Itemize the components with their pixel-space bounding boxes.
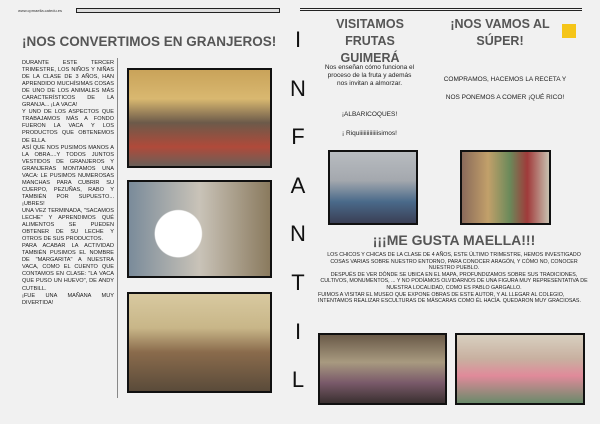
paragraph: PARA ACABAR LA ACTIVIDAD TAMBIÉN PUSIMOS EL NOMBRE DE "MARGARITA" A NUESTRA VACA, COMO EL CUENTO QUE CONTAMOS EN CLASE: "LA VACA QUE PUSO UN HUEVO", DE ANDY CUTBILL. [22,243,114,292]
photo-classroom [127,292,272,393]
fruta-albaricoques: ¡ALBARICOQUES! [341,111,398,118]
paragraph: ¡FUE UNA MAÑANA MUY DIVERTIDA! [22,292,114,306]
letter: N [290,221,306,247]
letter: T [291,269,305,295]
letter: I [294,318,302,344]
super-line2: NOS PONEMOS A COMER ¡QUÉ RICO! [445,94,565,101]
header-bar [76,8,280,13]
paragraph: UNA VEZ TERMINADA, "SACAMOS LECHE" Y APRENDIMOS QUÉ ALIMENTOS SE PUEDEN OBTENER DE SU LECHE Y OTROS DE SUS PRODUCTOS. [22,207,114,243]
header-rule [300,8,582,11]
fruta-title: VISITAMOS FRUTAS GUIMERÁ [336,17,404,65]
infantil-vertical-title [286,16,310,405]
paragraph: ASÍ QUE NOS PUSIMOS MANOS A LA OBRA....Y TODOS JUNTOS VESTIDOS DE GRANJEROS Y GRANJERAS MONTAMOS UNA VACA: LE PUSIMOS NUMEROSAS MANCHAS PARA CUBRIR SU CUERPO, PEZUÑAS, RABO Y TAMBIÉN POR SUPUESTO... ¡UBRES! [22,144,114,207]
letter: N [290,75,306,101]
photo-cow-model [127,180,272,278]
paragraph: FUIMOS A VISITAR EL MUSEO QUE EXPONE OBRAS DE ESTE AUTOR, Y AL LLEGAR AL COLEGIO, INTENTAMOS REALIZAR ESCULTURAS DE MÁSCARAS COMO ÉL HACÍA. QUEDARON MUY GRACIOSAS. [318,291,581,305]
super-line1: COMPRAMOS, HACEMOS LA RECETA Y [443,76,567,83]
paragraph: DURANTE ESTE TERCER TRIMESTRE, LOS NIÑOS Y NIÑAS DE LA CLASE DE 3 AÑOS, HAN APRENDIDO MUCHÍSIMAS COSAS DE UNO DE LOS ANIMALES MÁS CARACTERÍSTICOS DE LA GRANJA... ¡LA VACA! [22,60,114,109]
paragraph: Y UNO DE LOS ASPECTOS QUE TRABAJAMOS MÁS A FONDO FUERON LA VACA Y LOS PRODUCTOS QUE OBTENEMOS DE ELLA. [22,109,114,144]
photo-masks [455,333,585,405]
photo-museum [318,333,447,405]
letter: A [290,172,306,198]
paragraph: LOS CHICOS Y CHICAS DE LA CLASE DE 4 AÑOS, ESTE ÚLTIMO TRIMESTRE, HEMOS INVESTIGADO COSAS VARIAS SOBRE NUESTRO ENTORNO, PARA CONOCER ARAGÓN, Y CÓMO NO, CONOCER NUESTRO PUEBLO. [327,252,581,272]
letter: L [291,367,305,393]
super-title: ¡NOS VAMOS AL SÚPER! [450,17,550,48]
paragraph: DESPUÉS DE VER DÓNDE SE UBICA EN EL MAPA, PROFUNDIZAMOS SOBRE SUS TRADICIONES, CULTIVOS, MONUMENTOS, ... Y NO PODÍAMOS OLVIDARNOS DE UNA FIGURA MUY REPRESENTATIVA DE NUESTRA LOCALIDAD, COMO ES PABLO GARGALLO. [320,271,588,291]
maella-text [318,252,590,305]
granjeros-text [22,60,114,307]
column-divider [117,58,118,398]
maella-title: ¡¡¡ME GUSTA MAELLA!!! [372,232,536,248]
photo-fruit-visit [328,150,418,225]
photo-supermarket [460,150,551,225]
photo-farm-class [127,68,272,168]
site-url: www.cpmaella.catedu.es [18,8,63,13]
fruta-riquisimos: ¡ Riquiiiiiiiiiiiiisimos! [342,130,397,137]
fruta-text: Nos enseñan cómo funciona el proceso de la fruta y además nos invitan a almorzar. [324,64,415,87]
letter: F [291,124,305,150]
granjeros-title: ¡NOS CONVERTIMOS EN GRANJEROS! [22,34,277,49]
letter: I [294,27,302,52]
yellow-square [562,24,576,38]
